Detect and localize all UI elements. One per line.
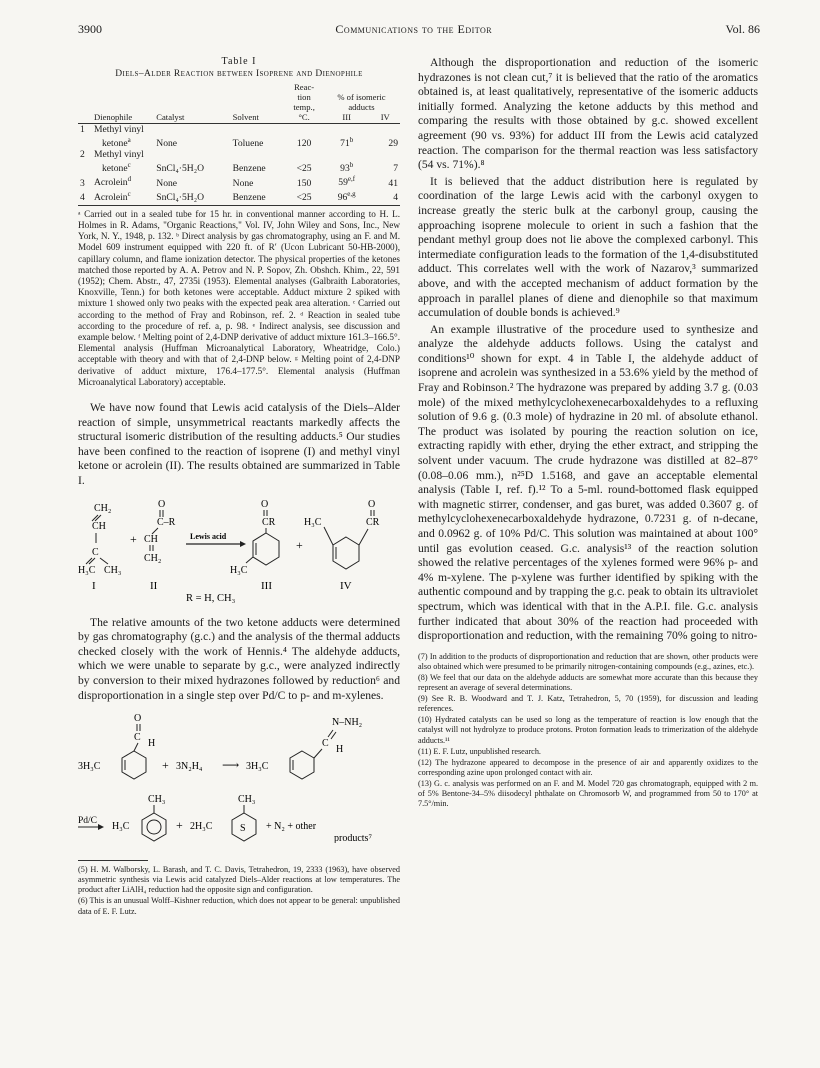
row-iii-mark: b — [349, 136, 354, 144]
aldehyde-h3c: 3H₃C — [78, 761, 101, 773]
reaction-arrow: ⟶ — [222, 758, 240, 773]
plus-sign: + — [176, 818, 183, 833]
table-row — [78, 135, 400, 149]
dienophile-ch2: CH₂ — [144, 552, 162, 564]
row-iii: 93 — [340, 163, 350, 175]
row-iii-mark: b — [349, 161, 354, 170]
row-iv: 4 — [370, 189, 400, 206]
bond-line — [86, 558, 92, 564]
product-ch3: CH₃ — [238, 794, 256, 806]
row-dienophile-line1: Acrolein — [94, 191, 128, 203]
table-caption: Table I — [221, 56, 257, 67]
benzene-ring — [142, 813, 166, 841]
footnote-13: (13) G. c. analysis was performed on an F. and M. Model 720 gas chromatograph, equipped with 2 m. of 5% Bentone-34–5% diisodecyl phthalate on Chromosorb W, and programmed from 50 to 170° at 7.5°/min. — [418, 778, 758, 809]
row-solvent: None — [232, 177, 254, 189]
col-iii: III — [323, 112, 371, 124]
plus-sign: + — [296, 537, 303, 552]
cyclohexene-ring — [253, 533, 279, 565]
table-row — [78, 124, 400, 136]
label-compound-i: I — [92, 579, 96, 592]
row-iii: 96 — [337, 191, 348, 203]
catalyst-label: Pd/C — [78, 816, 98, 827]
paragraph-analysis: The relative amounts of the two ketone adducts were determined by gas chromatography (g.c.) and the analysis of the thermal adducts checked closely with the work of Hennis.⁴ The aldehyde adducts, which we were unable to separate by g.c., were analyzed indirectly by conversion to their mixed hydrazones followed by reduction⁶ and disproportionation in a single step over Pd/C to p- and m-xylenes. — [78, 615, 400, 702]
adduct-iv-cr: CR — [366, 516, 380, 528]
row-dienophile-line2: ketone — [102, 138, 128, 150]
adduct-iii-h3c: H₃C — [230, 564, 248, 576]
paragraph-disproportionation: Although the disproportionation and reduction of the isomeric hydrazones is not clean cut,⁷ it is believed that the ratio of the aromatics obtained is, at least qualitatively, representative of the isomeric adducts initially formed. Analyzing the ketone adducts by this method and comparing the results with those obtained by g.c. showed excellent agreement (90 vs. 93%) for adduct III from the Lewis acid catalyzed reaction. The comparison for the thermal reaction was less satisfactory (54 vs. 71%).⁸ — [418, 56, 758, 172]
xylene-h3c: H₃C — [112, 821, 130, 833]
isoprene-ch: CH — [92, 520, 106, 532]
page-header — [78, 22, 760, 40]
adduct-iv-h3c: H₃C — [304, 516, 322, 528]
footnote-8: (8) We feel that our data on the aldehyde adducts are somewhat more accurate than this because they represent an average of several determinations. — [418, 672, 758, 693]
row-solvent: Benzene — [232, 163, 266, 175]
row-number: 4 — [78, 189, 92, 206]
dienophile-cr: C–R — [157, 516, 176, 528]
isoprene-ch2: CH₂ — [94, 502, 112, 514]
reaction-scheme-diels-alder — [78, 497, 400, 605]
table-row — [78, 189, 400, 206]
table-title: Diels–Alder Reaction between Isoprene and Dienophile — [115, 69, 363, 79]
row-temp: <25 — [285, 189, 323, 206]
bond-line — [328, 730, 333, 737]
plus-sign: + — [130, 531, 137, 546]
row-catalyst: SnCl₄·5H₂O — [156, 163, 205, 175]
col-dienophile: Dienophile — [92, 112, 154, 124]
row-temp: <25 — [296, 163, 312, 175]
bond-line — [134, 743, 138, 751]
bond-line — [100, 558, 108, 564]
cyclohexene-ring — [290, 751, 314, 779]
bond-line — [359, 529, 368, 545]
row-footnote-mark: c — [127, 189, 131, 198]
aldehyde-c: C — [134, 732, 141, 744]
row-iii: 71 — [340, 138, 350, 150]
row-footnote-mark: c — [127, 161, 131, 170]
row-catalyst: None — [156, 138, 178, 150]
adduct-iii-cr: CR — [262, 516, 276, 528]
row-dienophile-line1: Methyl vinyl — [94, 149, 144, 161]
row-number: 3 — [80, 177, 85, 189]
label-compound-ii: II — [150, 579, 158, 592]
footnote-6: (6) This is an unusual Wolff–Kishner reduction, which does not appear to be general: unpublished data of E. F. Lutz. — [78, 896, 400, 916]
bond-line — [324, 527, 333, 545]
row-footnote-mark: d — [127, 175, 132, 184]
xylene-ch3: CH₃ — [148, 794, 166, 806]
row-number: 1 — [80, 124, 85, 135]
left-column — [78, 56, 400, 918]
adduct-iv-o: O — [368, 498, 376, 510]
hydrazine: 3N₂H₄ — [176, 761, 203, 773]
footnote-11: (11) E. F. Lutz, unpublished research. — [418, 746, 541, 756]
adduct-iii-o: O — [261, 498, 269, 510]
table-footnotes: ᵃ Carried out in a sealed tube for 15 hr. in conventional manner according to H. L. Holmes in R. Adams, "Organic Reactions," Vol. IV, John Wiley and Sons, Inc., New York, N. Y., 1948, p. 132. ᵇ Direct analysis by gas chromatography, using an F. and M. Model 609 instrument equipped with 220 ft. of R′ (Ucon Lubricant 50-HB-2000), capillary column, and flame ionization detector. The physical properties of the ketones matched those reported by A. A. Petrov and N. P. Sopov, Zh. Obshch. Khim., 22, 591 (1952); Chem. Abstr., 47, 2735i (1953). Elemental analyses (Galbraith Laboratories, Knoxville, Tenn.) for both ketones were acceptable. Adduct mixture 2 spiked with mixture 1 showed only two peaks with the expected peak area alteration. ᶜ Carried out according to the method of Fray and Robinson, ref. 2. ᵈ Reaction in sealed tube according to the procedure of ref. a, p. 98. ᵉ Indirect analysis, see discussion and example below. ᶠ Melting point of 2,4-DNP derivative of adduct mixture 161.3–166.5°. Elemental analysis (Huffman Microanalytical Laboratory, Wheatridge, Colo.) acceptable with theory and with that of 2,4-DNP below. ᵍ Melting point of 2,4-DNP derivative of adduct mixture, 176.4–177.5°. Elemental analysis (Huffman Microanalytical Laboratory) acceptable. — [78, 208, 400, 387]
col-temp-2: tion — [297, 92, 311, 102]
col-adducts-1: % of isomeric — [337, 92, 386, 102]
cyclohexene-ring — [122, 751, 146, 779]
footnote-9: (9) See R. B. Woodward and T. J. Katz, Tetrahedron, 5, 70 (1959), for discussion and leading references. — [418, 694, 758, 714]
row-iii-mark: e,g — [347, 189, 356, 198]
col-solvent: Solvent — [231, 112, 286, 124]
row-catalyst: None — [156, 177, 178, 189]
paragraph-intro: We have now found that Lewis acid catalysis of the Diels–Alder reaction of simple, unsymmetrical reactants markedly affects the structural isomeric distribution of the resulting adducts.⁵ Our studies have been confined to the reaction of isoprene (I) and methyl vinyl ketone or acrolein (II). The results obtained are summarized in Table I. — [78, 401, 400, 487]
row-number: 2 — [80, 149, 85, 161]
table-row — [78, 149, 400, 160]
isoprene-c: C — [92, 546, 99, 558]
other-products: products⁷ — [334, 833, 372, 844]
row-temp: 150 — [296, 177, 312, 189]
row-dienophile-line1: Methyl vinyl — [94, 124, 144, 135]
plus-sign: + — [162, 758, 169, 773]
row-dienophile-line2: ketone — [102, 163, 128, 175]
label-compound-iv: IV — [340, 579, 352, 592]
saturated-ring-label: S — [240, 823, 246, 835]
row-iii-mark: e,f — [347, 175, 356, 184]
row-iv: 41 — [388, 177, 398, 189]
col-temp-1: Reac- — [294, 82, 315, 92]
footnote-7: (7) In addition to the products of disproportionation and reduction that are shown, other products were also obtained which were presumed to be primarily nitrogen-containing compounds (e.g., azines, etc.). — [418, 651, 758, 671]
col-temp-3: temp., — [293, 102, 315, 112]
arrow-label: Lewis acid — [190, 531, 227, 541]
label-compound-iii: III — [261, 579, 272, 592]
running-title: Communications to the Editor — [335, 22, 493, 36]
bond-line — [246, 557, 253, 563]
arrow-head — [240, 541, 246, 547]
isoprene-ch3: CH₃ — [104, 564, 122, 576]
footnote-5: (5) H. M. Walborsky, L. Barash, and T. C. Davis, Tetrahedron, 19, 2333 (1963), have observed asymmetric synthesis via Lewis acid catalyzed Diels–Alder reactions at low temperatures. The product after LiAlH₄ reduction had the opposite sign and configuration. — [78, 865, 400, 895]
col-adducts-2: adducts — [348, 102, 375, 112]
row-temp: 120 — [296, 138, 312, 150]
arrow-head — [98, 824, 104, 830]
paragraph-mechanism: It is believed that the adduct distribution here is regulated by coordination of the large Lewis acid with the carbonyl oxygen to increase greatly the steric bulk at the carbonyl group, causing the approaching isoprene molecule to orient in such a fashion that the pendant methyl group does not lie above the complexed carbonyl. This intermediate configuration leads to the formation of the 1,4-disubstituted adduct. This correlates well with the work of Nazarov,³ summarized above, and with the accepted mechanism of adduct formation by the approach in parallel planes of diene and dienophile so that maximum accumulation of double bonds is achieved.⁹ — [418, 174, 758, 320]
row-iv: 7 — [393, 163, 398, 175]
col-iv: IV — [370, 112, 400, 124]
bond-line — [331, 732, 336, 739]
nitrogen-byproduct: + N₂ + other — [266, 821, 317, 833]
paragraph-procedure: An example illustrative of the procedure used to synthesize and analyze the aldehyde adducts follows. Using the catalyst and conditions¹⁰ shown for expt. 4 in Table I, the aldehyde adduct of isoprene and acrolein was synthesized in a 53.6% yield by the method of Fray and Robinson.² The hydrazone was prepared by adding 3.7 g. (0.03 mole) of the mixed methylcyclohexenecarboxaldehydes to a refluxing solution of 9.6 g. (0.3 mole) of hydrazine in 20 ml. of absolute ethanol. The product was isolated by pouring the reaction solution on ice, extracting rapidly with ether, drying the ether extract, and stripping the solvent under vacuum. The crude hydrazone was distilled at 82–87° (0.08–0.06 mm.), n²⁵D 1.5168, and gave an acceptable elemental analysis (Table I, ref. f).¹² To a 5-ml. round-bottomed flask equipped with magnetic stirrer, condenser, and gas buret, was added 0.3607 g. of methylcyclohexenecarboxaldehyde hydrazone, 0.7231 g. of n-decane, and 0.0962 g. of 10% Pd/C. This solution was maintained at about 100° until gas evolution ceased. G.c. analysis¹³ of the reaction solution showed the relative percentages of the xylenes formed were 96% p- and 4% m-xylene. The p-xylene was further identified by spiking with the authentic compound and by trapping the g.c. peak to obtain its ultraviolet spectrum, which was identical with that in the A.P.I. file. G.c. analysis further indicated that about 30% of the reaction had proceeded with disproportionation and reduction, with the remaining 70% going to nitro- — [418, 322, 758, 643]
page-number: 3900 — [78, 22, 102, 36]
right-column — [418, 56, 758, 810]
aldehyde-o: O — [134, 713, 142, 725]
row-footnote-mark: a — [127, 136, 131, 144]
row-dienophile-line1: Acrolein — [94, 177, 128, 189]
results-table — [78, 82, 400, 206]
hydrazone-h: H — [336, 744, 344, 756]
row-catalyst: SnCl₄·5H₂O — [154, 189, 230, 206]
product-h3c: 2H₃C — [190, 821, 213, 833]
footnote-10: (10) Hydrated catalysts can be used so long as the temperature of reaction is low enough that the catalyst will not hydrolyze to produce protons. Proton formation leads to trimerization of the aldehyde adducts.¹¹ — [418, 715, 758, 745]
reaction-scheme-hydrazone — [78, 711, 400, 843]
hydrazone-c: C — [322, 738, 329, 750]
footnote-rule — [78, 860, 148, 861]
cyclohexene-ring — [333, 537, 359, 569]
col-catalyst: Catalyst — [154, 112, 230, 124]
row-iii: 59 — [338, 177, 348, 189]
bond-line — [314, 749, 322, 758]
aromatic-circle — [147, 820, 161, 834]
row-iv: 29 — [388, 138, 398, 150]
bond-line — [89, 558, 95, 564]
hydrazone-h3c: 3H₃C — [246, 761, 269, 773]
footnote-12: (12) The hydrazone appeared to decompose in the presence of air and apparently oxidizes to the corresponding azine upon prolonged contact with air. — [418, 757, 758, 777]
aldehyde-h: H — [148, 738, 156, 750]
row-solvent: Toluene — [232, 138, 264, 150]
hydrazone-n: N–NH₂ — [332, 717, 363, 729]
dienophile-o: O — [158, 498, 166, 510]
isoprene-h3c: H₃C — [78, 564, 96, 576]
col-temp-4: °C. — [285, 112, 323, 124]
r-definition: R = H, CH₃ — [186, 592, 236, 604]
table-row — [78, 174, 400, 188]
volume-label: Vol. 86 — [725, 22, 760, 36]
table-row — [78, 160, 400, 174]
row-solvent: Benzene — [231, 189, 286, 206]
dienophile-ch: CH — [144, 533, 158, 545]
